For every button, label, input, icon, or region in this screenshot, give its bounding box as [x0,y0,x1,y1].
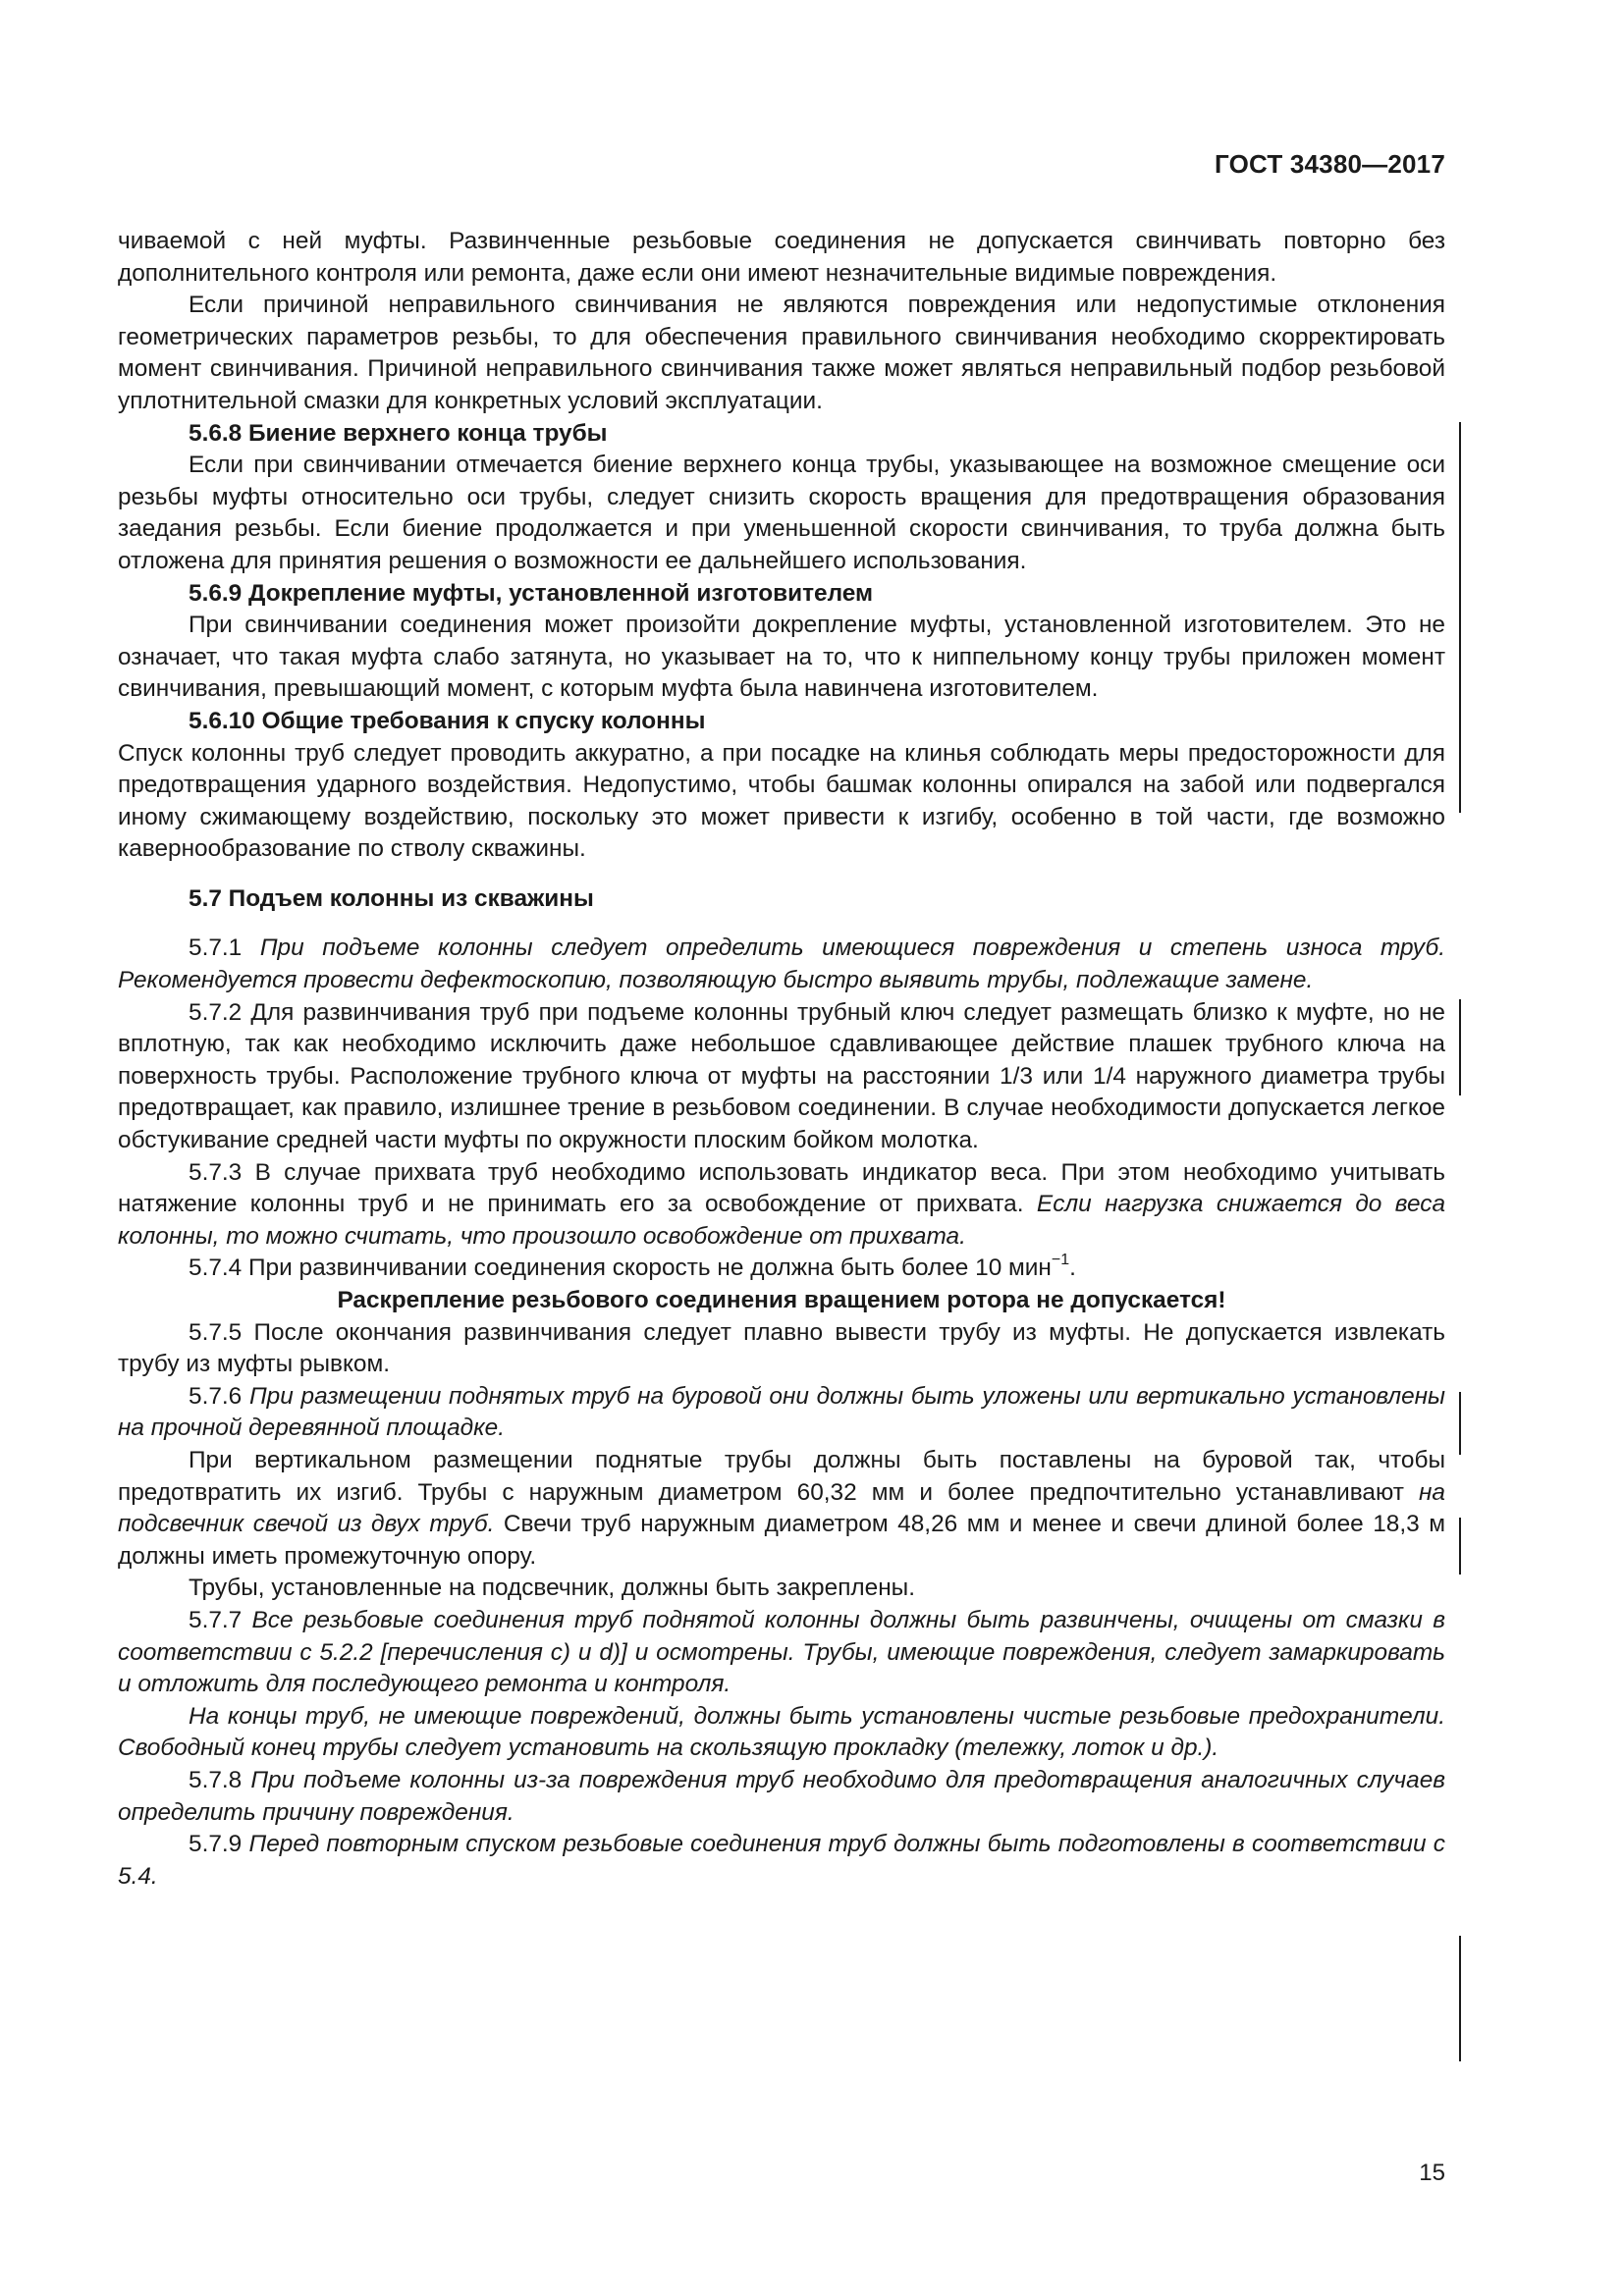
clause-text: При размещении поднятых труб на буровой они должны быть уложены или вертикально установлены на прочной деревянной площадке. [118,1382,1446,1442]
paragraph: чиваемой с ней муфты. Развинченные резьбовые соединения не допускается свинчивать повторно без дополнительного контроля или ремонта, даже если они имеют незначительные видимые повреждения. [118,228,1445,287]
clause-text: При подъеме колонны следует определить имеющиеся повреждения и степень износа труб. Рекомендуется провести дефектоскопию, позволяющую быстро выявить трубы, подлежащие замене. [118,934,1445,994]
clause-5-7-8 [118,1765,1445,1829]
paragraph: Если при свинчивании отмечается биение верхнего конца трубы, указывающее на возможное смещение оси резьбы муфты относительно оси трубы, следует снизить скорость вращения для предотвращения образования заедания резьбы. Если биение продолжается и при уменьшенной скорости свинчивания, то труба должна быть отложена для принятия решения о возможности ее дальнейшего использования. [118,452,1445,574]
document-number: ГОСТ 34380—2017 [1215,149,1445,179]
paragraph-text-italic: На концы труб, не имеющие повреждений, должны быть установлены чистые резьбовые предохранители. Свободный конец трубы следует установить на скользящую прокладку (тележку, лоток и др.). [118,1702,1445,1762]
paragraph-text-italic: на подсвечник свечой из двух труб. [118,1478,1445,1538]
clause-text: 5.7.3 В случае прихвата труб необходимо использовать индикатор веса. При этом необходимо учитывать натяжение колонны труб и не принимать его за освобождение от прихвата. [118,1158,1445,1218]
clause-number: 5.7.1 [189,934,243,962]
clause-5-7-2: 5.7.2 Для развинчивания труб при подъеме колонны трубный ключ следует размещать близко к муфте, но не вплотную, так как необходимо исключить даже небольшое сдавливающее действие плашек трубного ключа на поверхность трубы. Расположение трубного ключа от муфты на расстоянии 1/3 или 1/4 наружного диаметра трубы предотвращает, как правило, излишнее трение в резьбовом соединении. В случае необходимости допускается легкое обстукивание средней части муфты по окружности плоским бойком молотка. [118,998,1445,1154]
clause-text: Все резьбовые соединения труб поднятой колонны должны быть развинчены, очищены от смазки в соответствии с 5.2.2 [перечисления с) и d)] и осмотрены. Трубы, имеющие повреждения, следует замаркировать и отложить для последующего ремонта и контроля. [118,1606,1445,1698]
clause-number: 5.7.8 [189,1766,243,1793]
clause-text: При подъеме колонны из-за повреждения труб необходимо для предотвращения аналогичных случаев определить причину повреждения. [118,1766,1445,1826]
paragraph-text: При вертикальном размещении поднятые трубы должны быть поставлены на буровой так, чтобы предотвратить их изгиб. Трубы с наружным диаметром 60,32 мм и более предпочтительно устанавливают [118,1446,1445,1506]
clause-text: 5.7.4 При развинчивании соединения скорость не должна быть более 10 мин [189,1255,1052,1282]
change-bar [1459,1518,1461,1575]
section-heading-5-6-8: 5.6.8 Биение верхнего конца трубы [189,419,608,447]
paragraph: Спуск колонны труб следует проводить аккуратно, а при посадке на клинья соблюдать меры предосторожности для предотвращения ударного воздействия. Недопустимо, чтобы башмак колонны опирался на забой или подвергался иному сжимающему воздействию, поскольку это может привести к изгибу, особенно в той части, где возможно кавернообразование по стволу скважины. [118,739,1445,863]
unit-exponent: −1 [1051,1252,1070,1269]
clause-end: . [1069,1255,1076,1282]
change-bar [1459,999,1461,1095]
section-heading-5-6-10: 5.6.10 Общие требования к спуску колонны [189,707,706,734]
paragraph-text: Свечи труб наружным диаметром 48,26 мм и менее и свечи длиной более 18,3 м должны иметь промежуточную опору. [118,1511,1445,1570]
clause-number: 5.7.9 [189,1831,243,1858]
clause-number: 5.7.6 [189,1382,243,1410]
paragraph [118,1701,1445,1765]
page-body [118,226,1445,1893]
clause-5-7-5: 5.7.5 После окончания развинчивания следует плавно вывести трубу из муфты. Не допускается извлекать трубу из муфты рывком. [118,1318,1445,1378]
paragraph: Трубы, установленные на подсвечник, должны быть закреплены. [189,1575,915,1602]
clause-5-7-9 [118,1829,1445,1893]
clause-5-7-4 [118,1253,1445,1285]
clause-5-7-7 [118,1605,1445,1701]
section-heading-5-6-9: 5.6.9 Докрепление муфты, установленной изготовителем [189,579,874,607]
clause-5-7-3 [118,1157,1445,1254]
clause-number: 5.7.7 [189,1606,243,1633]
paragraph: Если причиной неправильного свинчивания не являются повреждения или недопустимые отклонения геометрических параметров резьбы, то для обеспечения правильного свинчивания необходимо скорректировать момент свинчивания. Причиной неправильного свинчивания также может являться неправильный подбор резьбовой уплотнительной смазки для конкретных условий эксплуатации. [118,292,1445,414]
change-bar [1459,422,1461,813]
paragraph: При свинчивании соединения может произойти докрепление муфты, установленной изготовителем. Это не означает, что такая муфта слабо затянута, но указывает на то, что к ниппельному концу трубы приложен момент свинчивания, превышающий момент, с которым муфта была навинчена изготовителем. [118,612,1445,703]
change-bar [1459,1392,1461,1455]
section-heading-5-7: 5.7 Подъем колонны из скважины [189,884,594,912]
change-bar [1459,1936,1461,2061]
page-number: 15 [1419,2160,1445,2186]
clause-text: Перед повторным спуском резьбовые соединения труб должны быть подготовлены в соответствии с 5.4. [118,1831,1445,1890]
warning-text: Раскрепление резьбового соединения вращением ротора не допускается! [337,1287,1226,1313]
clause-5-7-1 [118,933,1445,996]
paragraph [118,1445,1445,1573]
clause-text-italic: Если нагрузка снижается до веса колонны, то можно считать, что произошло освобождение от прихвата. [118,1191,1446,1250]
clause-5-7-6 [118,1381,1445,1445]
